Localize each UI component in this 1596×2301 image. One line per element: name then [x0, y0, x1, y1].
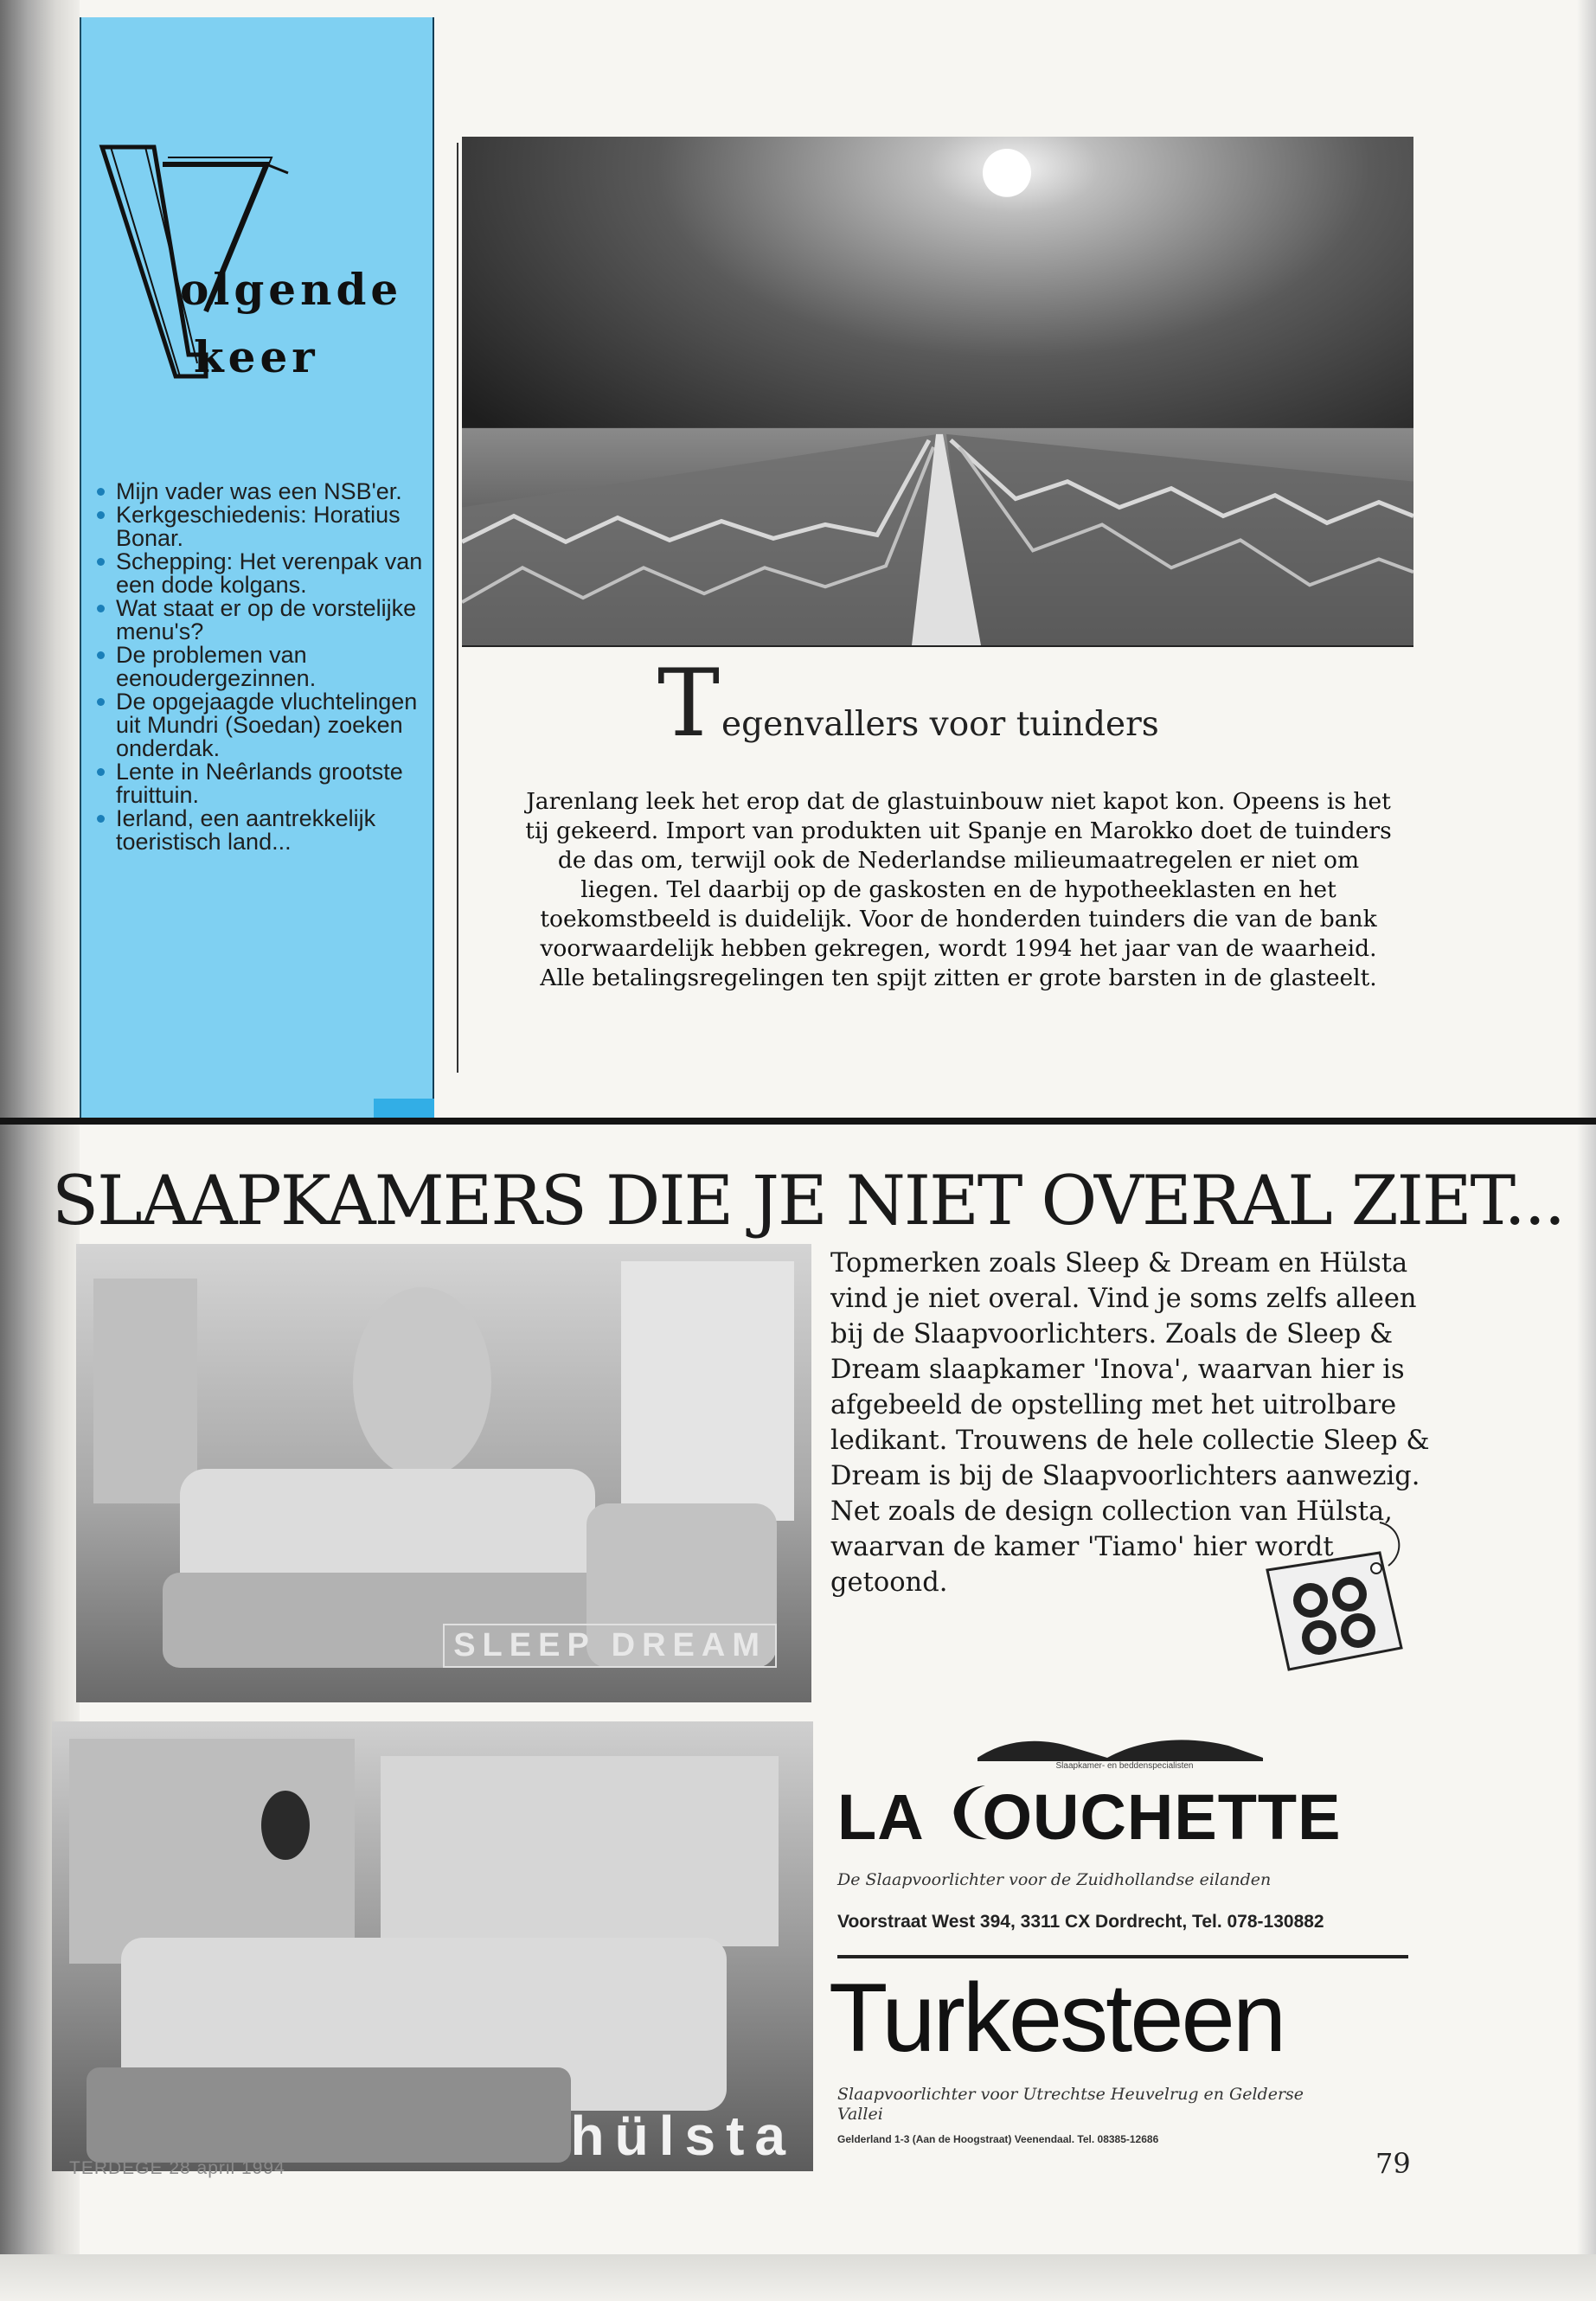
turkesteen-tagline: Slaapvoorlichter voor Utrechtse Heuvelrug en Gelderse Vallei [837, 2085, 1304, 2124]
turkesteen-rule [837, 1955, 1408, 1958]
teaser-item: Mijn vader was een NSB'er. [97, 480, 426, 503]
headline-initial: T [657, 650, 721, 758]
logo-word-volgende: olgende [180, 264, 403, 315]
bedroom-photo-hulsta [52, 1721, 813, 2171]
teaser-item: De problemen van eenoudergezinnen. [97, 644, 426, 690]
article-body: Jarenlang leek het erop dat de glastuinbouw niet kapot kon. Opeens is het tij gekeerd. Import van produkten uit Spanje en Marokko doet de tuinders de das om, terwijl ook de Nederlandse milieumaatregelen er niet om liegen. Tel daarbij op de gaskosten en de hypotheeklasten en het toekomstbeeld is duidelijk. Voor de honderden tuinders die van de bank voorwaardelijk hebben gekregen, wordt 1994 het jaar van de waarheid. Alle betalingsregelingen ten spijt zitten er grote barsten in de glasteelt. [525, 788, 1392, 991]
couchette-prefix: LA [837, 1781, 941, 1853]
ad-copy: Topmerken zoals Sleep & Dream en Hülsta vind je niet overal. Vind je soms zelfs alleen bij de Slaapvoorlichters. Zoals de Sleep & Dream slaapkamer 'Inova', waarvan hier is afgebeeld de opstelling met het uitrolbare ledikant. Trouwens de hele collectie Sleep & Dream is bij de Slaapvoorlichters aanwezig. Net zoals de design collection van Hülsta, waarvan de kamer 'Tiamo' hier wordt getoond. [830, 1248, 1430, 1598]
teaser-item: Schepping: Het verenpak van een dode kolgans. [97, 550, 426, 597]
greenhouse-photo [462, 137, 1413, 647]
section-divider [0, 1118, 1596, 1125]
teaser-item: Lente in Neêrlands grootste fruittuin. [97, 760, 426, 807]
column-rule [457, 143, 458, 1073]
headline-text: egenvallers voor tuinders [721, 705, 1159, 744]
bedroom-photo-sleep-dream [76, 1244, 811, 1702]
ad-headline: SLAAPKAMERS DIE JE NIET OVERAL ZIET... [52, 1161, 1564, 1240]
turkesteen-address: Gelderland 1-3 (Aan de Hoogstraat) Veenendaal. Tel. 08385-12686 [837, 2133, 1159, 2145]
sleep-dream-logo: SLEEP DREAM [443, 1624, 777, 1668]
couchette-name: OUCHETTE [982, 1781, 1342, 1853]
teaser-item: Ierland, een aantrekkelijk toeristisch land... [97, 807, 426, 854]
teaser-list [97, 480, 426, 854]
logo-word-keer: keer [194, 331, 319, 382]
page-number: 79 [1375, 2147, 1411, 2180]
teaser-item: Wat staat er op de vorstelijke menu's? [97, 597, 426, 644]
page-edge [1577, 0, 1596, 2301]
article-headline [657, 650, 1436, 758]
turkesteen-logo: Turkesteen [829, 1964, 1285, 2072]
slaapvoorlichters-tag-icon [1250, 1518, 1423, 1691]
logo-strip-caption: Slaapkamer- en beddenspecialisten [1055, 1761, 1194, 1771]
page-bottom-edge [0, 2254, 1596, 2301]
teaser-item: Kerkgeschiedenis: Horatius Bonar. [97, 503, 426, 550]
teaser-item: De opgejaagde vluchtelingen uit Mundri (Soedan) zoeken onderdak. [97, 690, 426, 760]
couchette-address: Voorstraat West 394, 3311 CX Dordrecht, Tel. 078-130882 [837, 1912, 1324, 1932]
hulsta-logo: hülsta [570, 2105, 796, 2167]
la-couchette-logo [837, 1780, 1341, 1854]
footer-source: TERDEGE 28 april 1994 [69, 2158, 285, 2178]
couchette-tagline: De Slaapvoorlichter voor de Zuidhollandse eilanden [837, 1870, 1272, 1889]
